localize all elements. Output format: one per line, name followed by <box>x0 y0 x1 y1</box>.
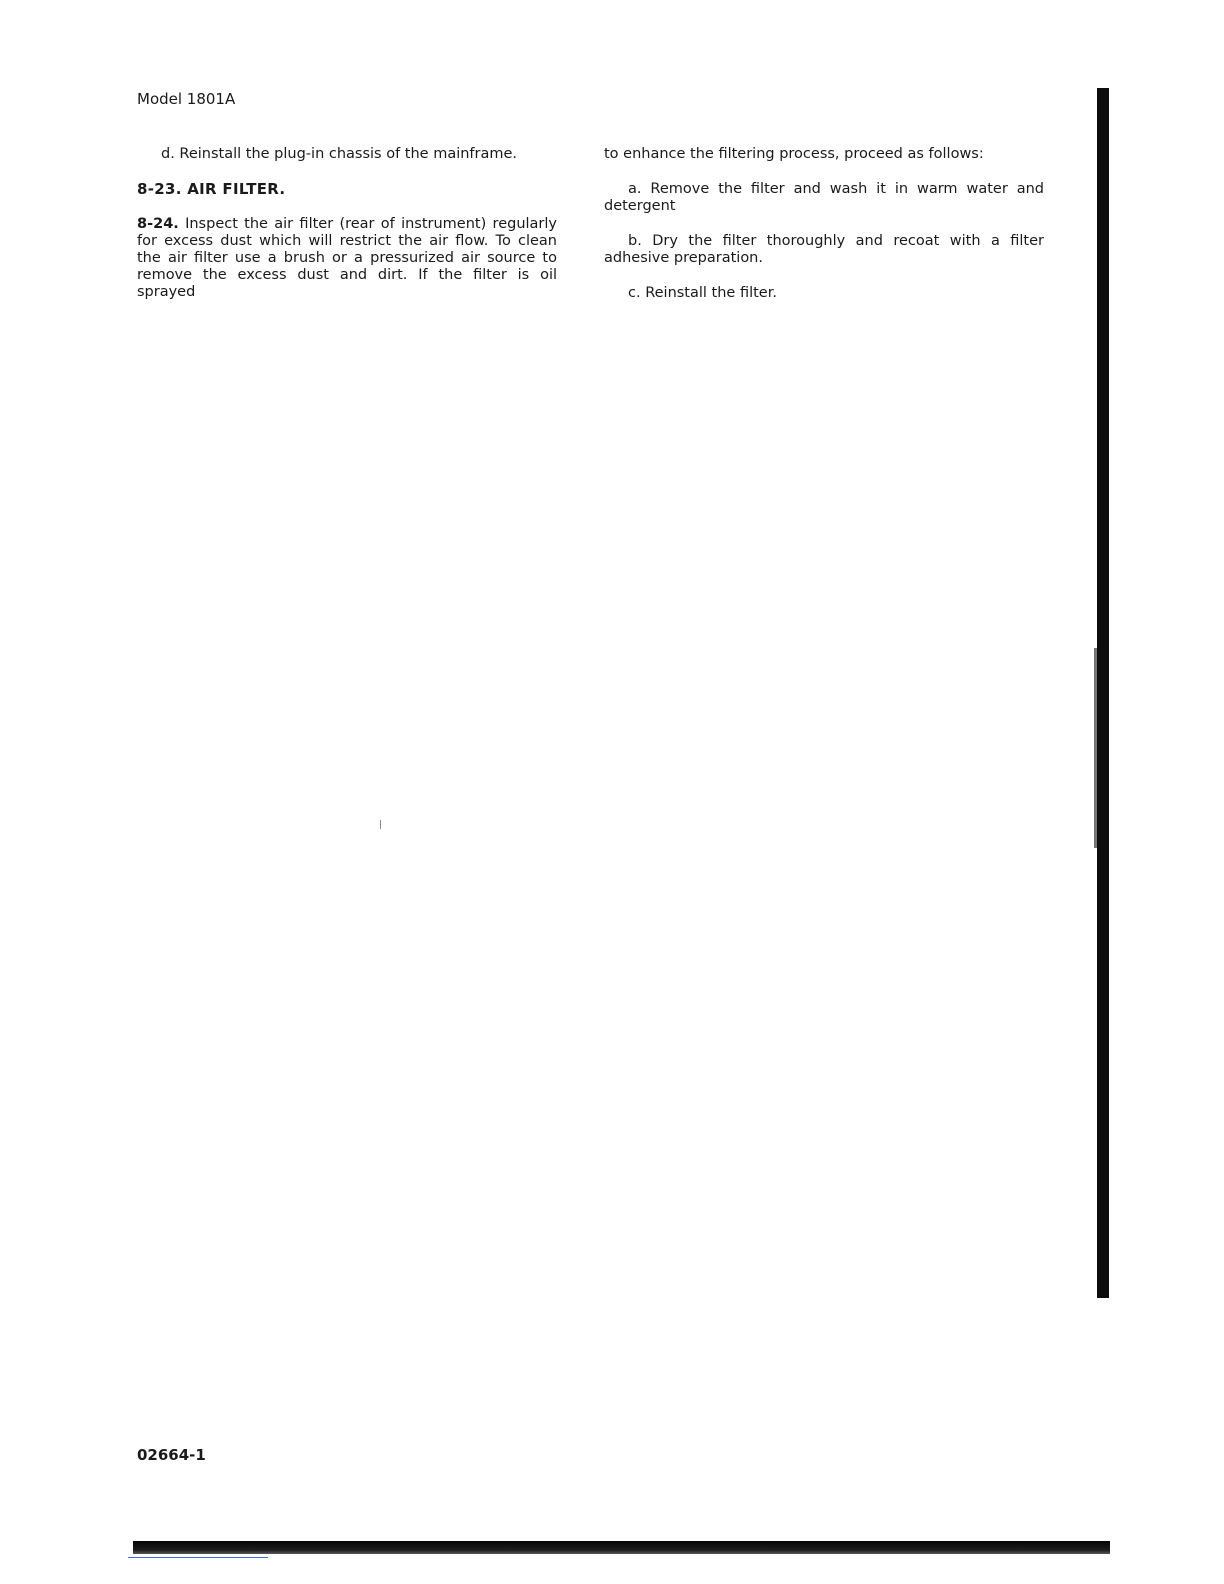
bottom-underline-mark <box>128 1557 268 1558</box>
paragraph-8-24 <box>137 216 557 301</box>
paragraph-text: Inspect the air filter (rear of instrument) regularly for excess dust which will restrict the air flow. To clean the air filter use a brush or a pressurized air source to remove the excess dust and dirt. If the filter is oil sprayed <box>137 216 557 300</box>
page-header-model: Model 1801A <box>137 90 236 108</box>
right-column <box>604 146 1044 320</box>
left-column <box>137 146 557 319</box>
step-c-reinstall-filter: c. Reinstall the filter. <box>628 285 777 301</box>
scan-artifact-mark <box>380 820 381 829</box>
scan-edge-bar-right <box>1097 88 1109 1298</box>
paragraph-continuation: to enhance the filtering process, proceed as follows: <box>604 146 984 162</box>
footer-document-code: 02664-1 <box>137 1446 206 1464</box>
section-heading-air-filter: 8-23. AIR FILTER. <box>137 180 286 198</box>
step-d-reinstall-chassis: d. Reinstall the plug-in chassis of the mainframe. <box>161 146 518 162</box>
scan-edge-bar-bottom <box>133 1541 1110 1554</box>
step-b-dry-filter: b. Dry the filter thoroughly and recoat with a filter adhesive preparation. <box>604 233 1044 266</box>
step-a-remove-filter: a. Remove the filter and wash it in warm water and detergent <box>604 181 1044 214</box>
paragraph-number: 8-24. <box>137 216 179 232</box>
